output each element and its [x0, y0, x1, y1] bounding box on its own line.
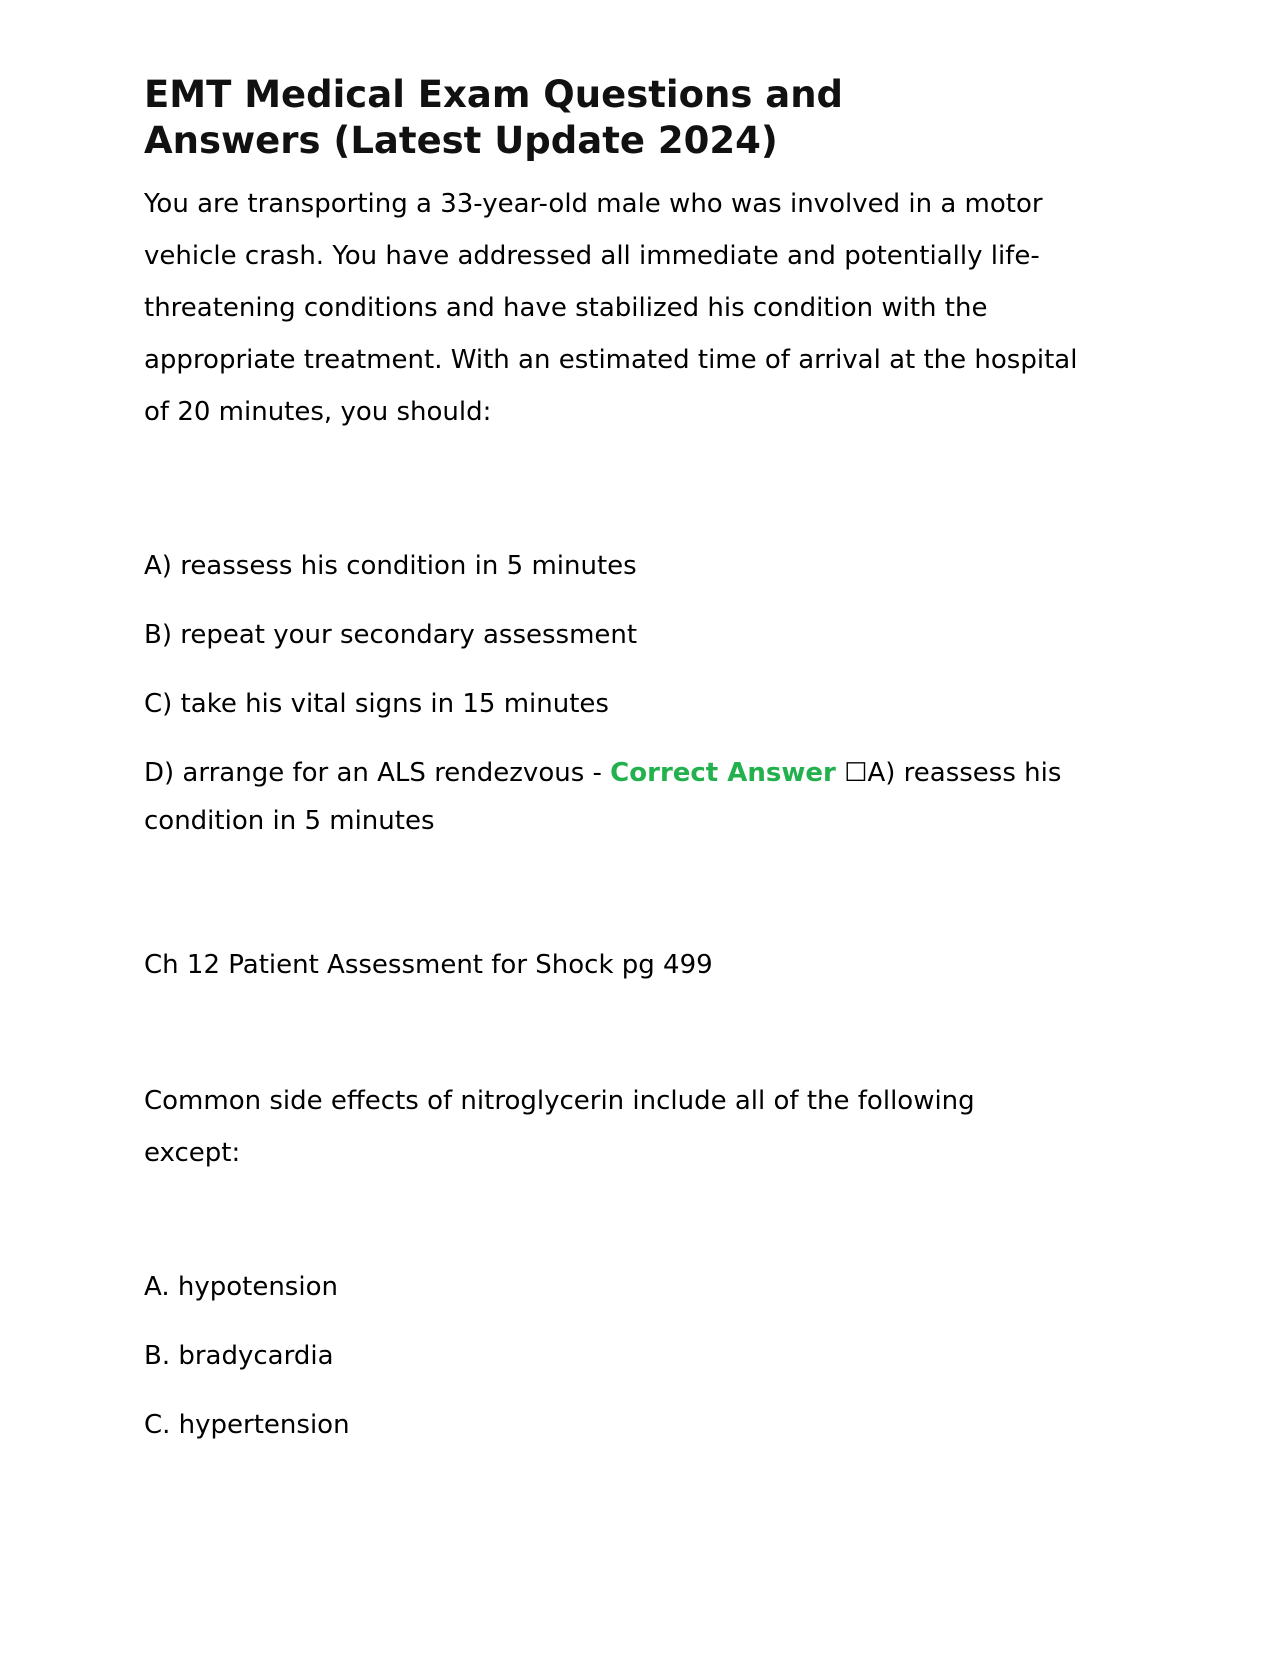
- question-1-options: [144, 542, 1079, 845]
- question-1-option-d-text: D) arrange for an ALS rendezvous -: [144, 758, 611, 788]
- question-2-text: Common side effects of nitroglycerin include all of the following except:: [144, 1086, 975, 1168]
- question-1-text: You are transporting a 33-year-old male who was involved in a motor vehicle crash. You have addressed all immediate and potentially life-threatening conditions and have stabilized his condition with the appropriate treatment. With an estimated time of arrival at the hospital of 20 minutes, you should:: [144, 189, 1078, 427]
- document-content: [144, 72, 1079, 1449]
- question-2-option-b: B. bradycardia: [144, 1341, 334, 1371]
- question-2-option-a: A. hypotension: [144, 1272, 338, 1302]
- question-1-answer-text: ☐A) reassess his condition in 5 minutes: [144, 758, 1062, 836]
- question-1-option-a: A) reassess his condition in 5 minutes: [144, 551, 637, 581]
- page-title: EMT Medical Exam Questions and Answers (Latest Update 2024): [144, 73, 844, 162]
- question-2-option-c: C. hypertension: [144, 1410, 350, 1440]
- question-1-option-b: B) repeat your secondary assessment: [144, 620, 638, 650]
- question-1-reference: Ch 12 Patient Assessment for Shock pg 499: [144, 950, 713, 980]
- correct-answer-label: Correct Answer: [610, 758, 836, 788]
- question-1-option-d: [144, 749, 1079, 845]
- question-1-option-c: C) take his vital signs in 15 minutes: [144, 689, 609, 719]
- question-2-options: [144, 1263, 1079, 1449]
